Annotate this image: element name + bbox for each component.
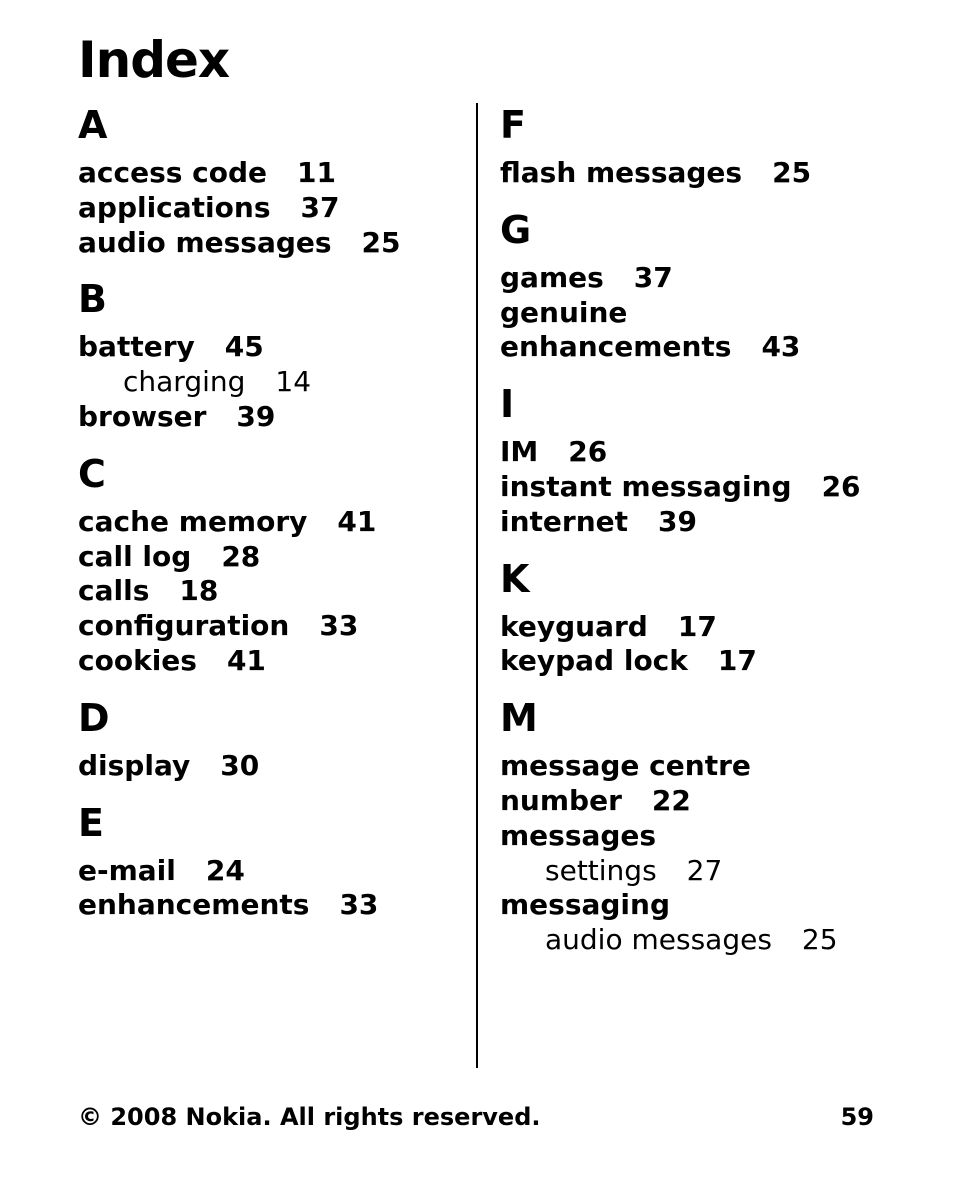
index-page-ref: 30 (220, 748, 260, 782)
index-entry (500, 644, 900, 679)
index-entry (78, 609, 468, 644)
index-term: enhancements (78, 888, 310, 922)
index-section-d (78, 693, 468, 784)
index-entry (78, 330, 468, 365)
section-letter: E (78, 800, 104, 845)
index-term: audio messages (78, 225, 332, 259)
index-section-i (500, 379, 900, 539)
index-entry (78, 644, 468, 679)
index-term-continued (500, 784, 900, 819)
index-entry (500, 296, 900, 366)
index-page-ref: 25 (801, 923, 838, 957)
index-subentry (500, 854, 900, 889)
index-term: calls (78, 574, 150, 608)
index-term-line2: number (500, 783, 622, 817)
section-letter: I (500, 382, 515, 427)
index-section-a (78, 100, 468, 260)
section-letter: G (500, 207, 532, 252)
index-page-ref: 41 (226, 643, 266, 677)
index-page-ref: 39 (236, 399, 276, 433)
index-term: display (78, 748, 191, 782)
index-term: browser (78, 399, 207, 433)
section-letter: F (500, 103, 526, 147)
index-section-f (500, 100, 900, 191)
index-entry (500, 610, 900, 645)
index-term: messaging (500, 888, 671, 922)
index-page-ref: 26 (821, 469, 861, 503)
index-term: keyguard (500, 609, 648, 643)
index-page-ref: 26 (568, 435, 608, 469)
index-term: internet (500, 504, 629, 538)
section-letter: C (78, 451, 106, 496)
index-page-ref: 39 (658, 504, 697, 538)
index-term: call log (78, 539, 192, 573)
index-section-e (78, 798, 468, 924)
index-entry (78, 505, 468, 540)
index-term: message centre (500, 749, 751, 783)
index-term: applications (78, 190, 271, 224)
index-section-b (78, 274, 468, 434)
index-entry (78, 749, 468, 784)
page-title: Index (78, 31, 230, 89)
index-section-g (500, 205, 900, 365)
index-entry (78, 574, 468, 609)
index-page-ref: 24 (205, 853, 245, 887)
index-page-ref: 22 (651, 783, 691, 817)
page-footer (78, 1101, 874, 1133)
index-page-ref: 45 (224, 330, 264, 364)
index-subentry (78, 365, 468, 400)
index-entry (78, 540, 468, 575)
index-term: messages (500, 818, 657, 852)
index-page-ref: 28 (221, 539, 261, 573)
index-entry (78, 191, 468, 226)
column-divider (476, 103, 478, 1068)
index-entry (500, 470, 900, 505)
index-page-ref: 41 (337, 504, 377, 538)
index-term-continued (500, 330, 900, 365)
index-section-k (500, 554, 900, 680)
index-entry (500, 749, 900, 819)
index-page-ref: 27 (686, 853, 723, 887)
index-entry (78, 888, 468, 923)
index-column-left (78, 100, 468, 937)
index-entry (500, 819, 900, 854)
index-page-ref: 25 (772, 156, 812, 189)
index-entry (500, 888, 900, 923)
index-term: IM (500, 435, 539, 469)
section-letter: A (78, 103, 108, 147)
index-term: configuration (78, 609, 290, 643)
copyright-notice: © 2008 Nokia. All rights reserved. (78, 1103, 541, 1131)
index-term: flash messages (500, 156, 743, 189)
index-entry (500, 505, 900, 540)
index-entry (78, 400, 468, 435)
index-page-ref: 33 (339, 888, 379, 922)
index-section-c (78, 449, 468, 679)
index-entry (78, 854, 468, 889)
index-page-ref: 37 (300, 190, 340, 224)
index-entry (78, 156, 468, 191)
index-page-ref: 33 (319, 609, 359, 643)
index-term: battery (78, 330, 195, 364)
index-term-line2: enhancements (500, 330, 732, 364)
index-entry (500, 156, 900, 191)
section-letter: K (500, 556, 530, 601)
index-page-ref: 17 (677, 609, 717, 643)
index-page-ref: 17 (717, 644, 757, 678)
index-term: audio messages (545, 923, 772, 957)
index-term: keypad lock (500, 644, 688, 678)
index-term: genuine (500, 295, 628, 329)
index-page-ref: 25 (361, 225, 401, 259)
index-term: games (500, 260, 604, 294)
section-letter: M (500, 696, 538, 741)
index-entry (78, 226, 468, 261)
index-entry (500, 261, 900, 296)
index-page-ref: 11 (297, 156, 336, 189)
index-term: settings (545, 853, 657, 887)
index-page-ref: 18 (179, 574, 219, 608)
index-term: cookies (78, 643, 197, 677)
index-page-ref: 43 (761, 330, 801, 364)
index-page-ref: 14 (275, 365, 312, 399)
index-term: instant messaging (500, 469, 792, 503)
index-page-ref: 37 (633, 260, 673, 294)
index-column-right (500, 100, 900, 972)
index-subentry (500, 923, 900, 958)
page-number: 59 (840, 1103, 874, 1131)
section-letter: D (78, 695, 110, 740)
index-section-m (500, 693, 900, 958)
index-term: charging (123, 365, 246, 399)
index-entry (500, 435, 900, 470)
index-term: e-mail (78, 853, 176, 887)
section-letter: B (78, 277, 107, 322)
index-term: cache memory (78, 504, 308, 538)
index-term: access code (78, 156, 268, 189)
